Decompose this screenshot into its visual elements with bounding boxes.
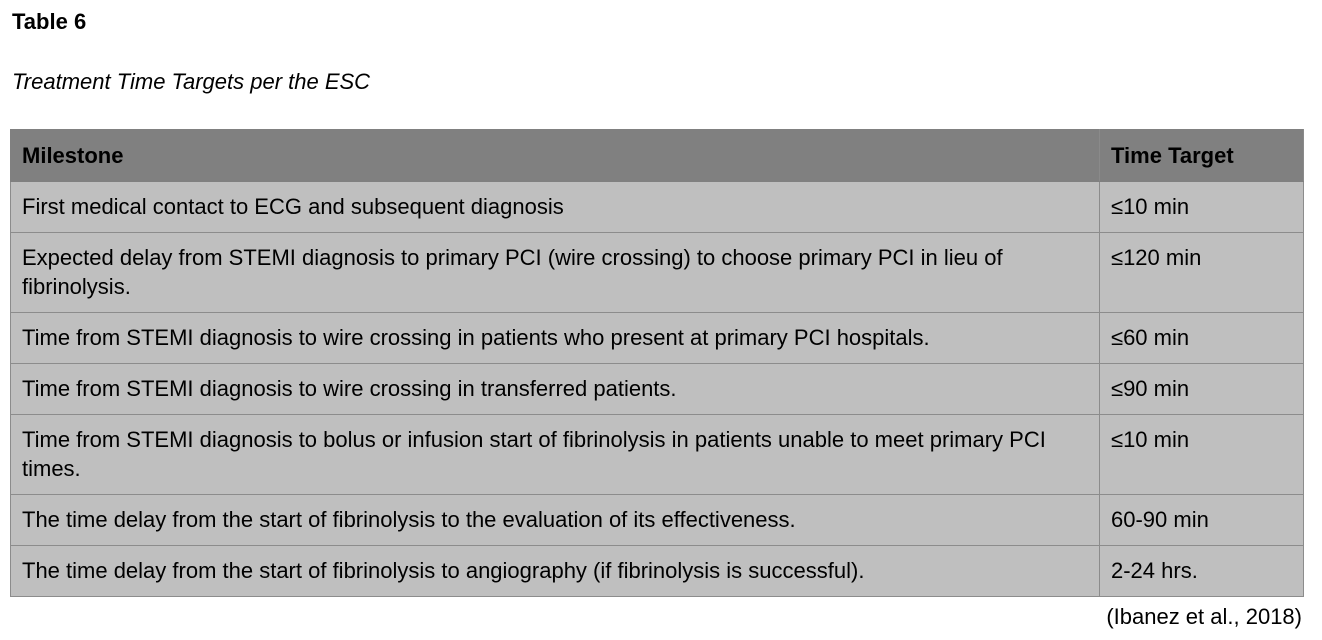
table-row [11,415,1304,495]
table-row [11,313,1304,364]
table-caption: Treatment Time Targets per the ESC [12,69,371,94]
table-row [11,182,1304,233]
time-target-cell: ≤120 min [1100,233,1304,313]
table-header-row [11,130,1304,182]
header-time-target: Time Target [1100,130,1304,182]
time-targets-table [10,129,1304,597]
header-milestone: Milestone [11,130,1100,182]
time-target-cell: 60-90 min [1100,495,1304,546]
table-label: Table 6 [12,9,87,34]
milestone-cell: Time from STEMI diagnosis to wire crossing in patients who present at primary PCI hospitals. [11,313,1100,364]
time-target-cell: ≤60 min [1100,313,1304,364]
time-target-cell: 2-24 hrs. [1100,546,1304,597]
table-row [11,364,1304,415]
milestone-cell: Time from STEMI diagnosis to bolus or infusion start of fibrinolysis in patients unable to meet primary PCI times. [11,415,1100,495]
time-target-cell: ≤10 min [1100,182,1304,233]
milestone-cell: The time delay from the start of fibrinolysis to angiography (if fibrinolysis is successful). [11,546,1100,597]
table-row [11,233,1304,313]
citation: (Ibanez et al., 2018) [1106,604,1302,629]
milestone-cell: Expected delay from STEMI diagnosis to primary PCI (wire crossing) to choose primary PCI in lieu of fibrinolysis. [11,233,1100,313]
table-row [11,495,1304,546]
time-target-cell: ≤90 min [1100,364,1304,415]
table-row [11,546,1304,597]
milestone-cell: Time from STEMI diagnosis to wire crossing in transferred patients. [11,364,1100,415]
milestone-cell: The time delay from the start of fibrinolysis to the evaluation of its effectiveness. [11,495,1100,546]
milestone-cell: First medical contact to ECG and subsequent diagnosis [11,182,1100,233]
time-target-cell: ≤10 min [1100,415,1304,495]
